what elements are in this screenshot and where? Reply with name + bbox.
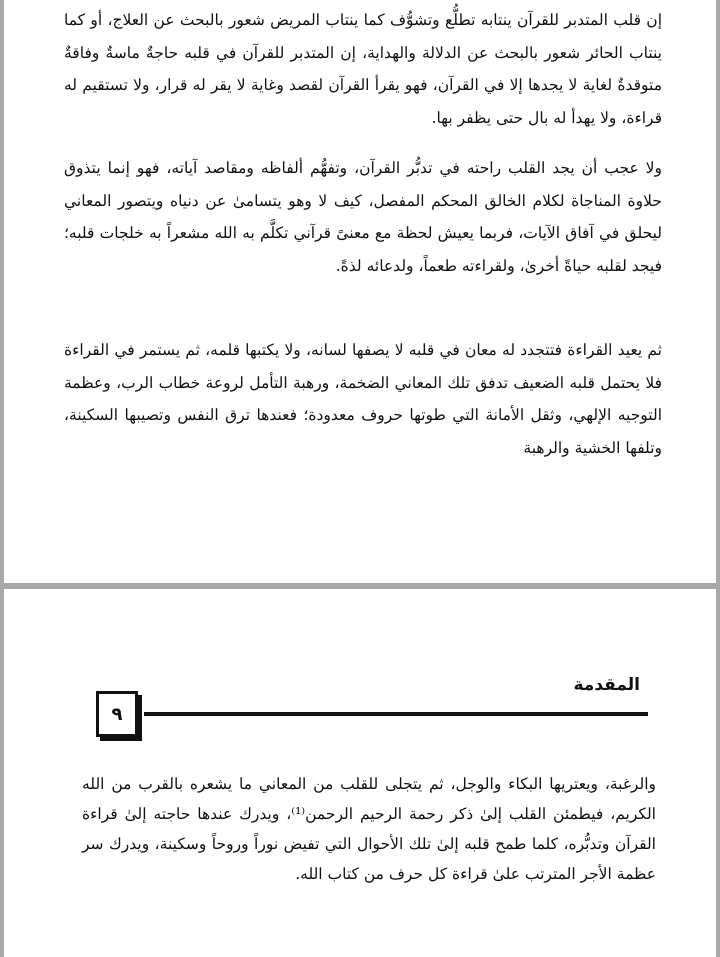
page-number: ٩ [96, 691, 138, 737]
paragraph-4: والرغبة، ويعتريها البكاء والوجل، ثم يتجلى للقلب من المعاني ما يشعره بالقرب من الله الكريم، فيطمئن القلب إلىٰ ذكر رحمة الرحيم الرحمن⁽¹⁾، ويدرك عندها حاجته إلىٰ قراءة القرآن وتدبُّره، كلما طمح قلبه إلىٰ تلك الأحوال التي تفيض نوراً وروحاً وسكينة، ويدرك سر عظمة الأجر المترتب علىٰ قراءة كل حرف من كتاب الله. [82, 775, 656, 883]
paragraph-3: ثم يعيد القراءة فتتجدد له معان في قلبه لا يصفها لسانه، ولا يكتبها قلمه، ثم يستمر في القراءة فلا يحتمل قلبه الضعيف تدفق تلك المعاني الضخمة، ورهبة التأمل لروعة خطاب الرب، وعظمة التوجيه الإلهي، وثقل الأمانة التي طوتها حروف معدودة؛ فعندها ترق النفس وتصيبها السكينة، وتلفها الخشية والرهبة [64, 341, 662, 457]
chapter-title: المقدمة [573, 675, 640, 695]
header-rule [144, 712, 648, 716]
paragraph-2: ولا عجب أن يجد القلب راحته في تدبُّر القرآن، وتفهُّم ألفاظه ومقاصد آياته، فهو إنما يتذوق حلاوة المناجاة لكلام الخالق المحكم المفصل، كيف لا وهو يتسامىٰ عن دنياه ويتصور المعاني ليحلق في آفاق الآيات، فربما يعيش لحظة مع معنىً قرآني تكلَّم به الله مشعراً به خلجات قلبه؛ فيجد لقلبه حياةً أخرىٰ، ولقراءته طعماً، ولدعائه لذةً. [64, 159, 662, 275]
top-page [4, 0, 716, 583]
paragraph-1: إن قلب المتدبر للقرآن ينتابه تطلُّع وتشوُّف كما ينتاب المريض شعور بالبحث عن العلاج، أو كما ينتاب الحائر شعور بالبحث عن الدلالة والهداية، إن المتدبر للقرآن في قلبه حاجةٌ ماسةٌ وفاقةٌ متوقدةٌ لغاية لا يجدها إلا في القرآن، فهو يقرأ القرآن لقصد وغاية لا يقر له قرار، ولا تستقيم له قراءة، ولا يهدأ له بال حتى يظفر بها. [64, 11, 662, 127]
bottom-page [4, 589, 716, 957]
